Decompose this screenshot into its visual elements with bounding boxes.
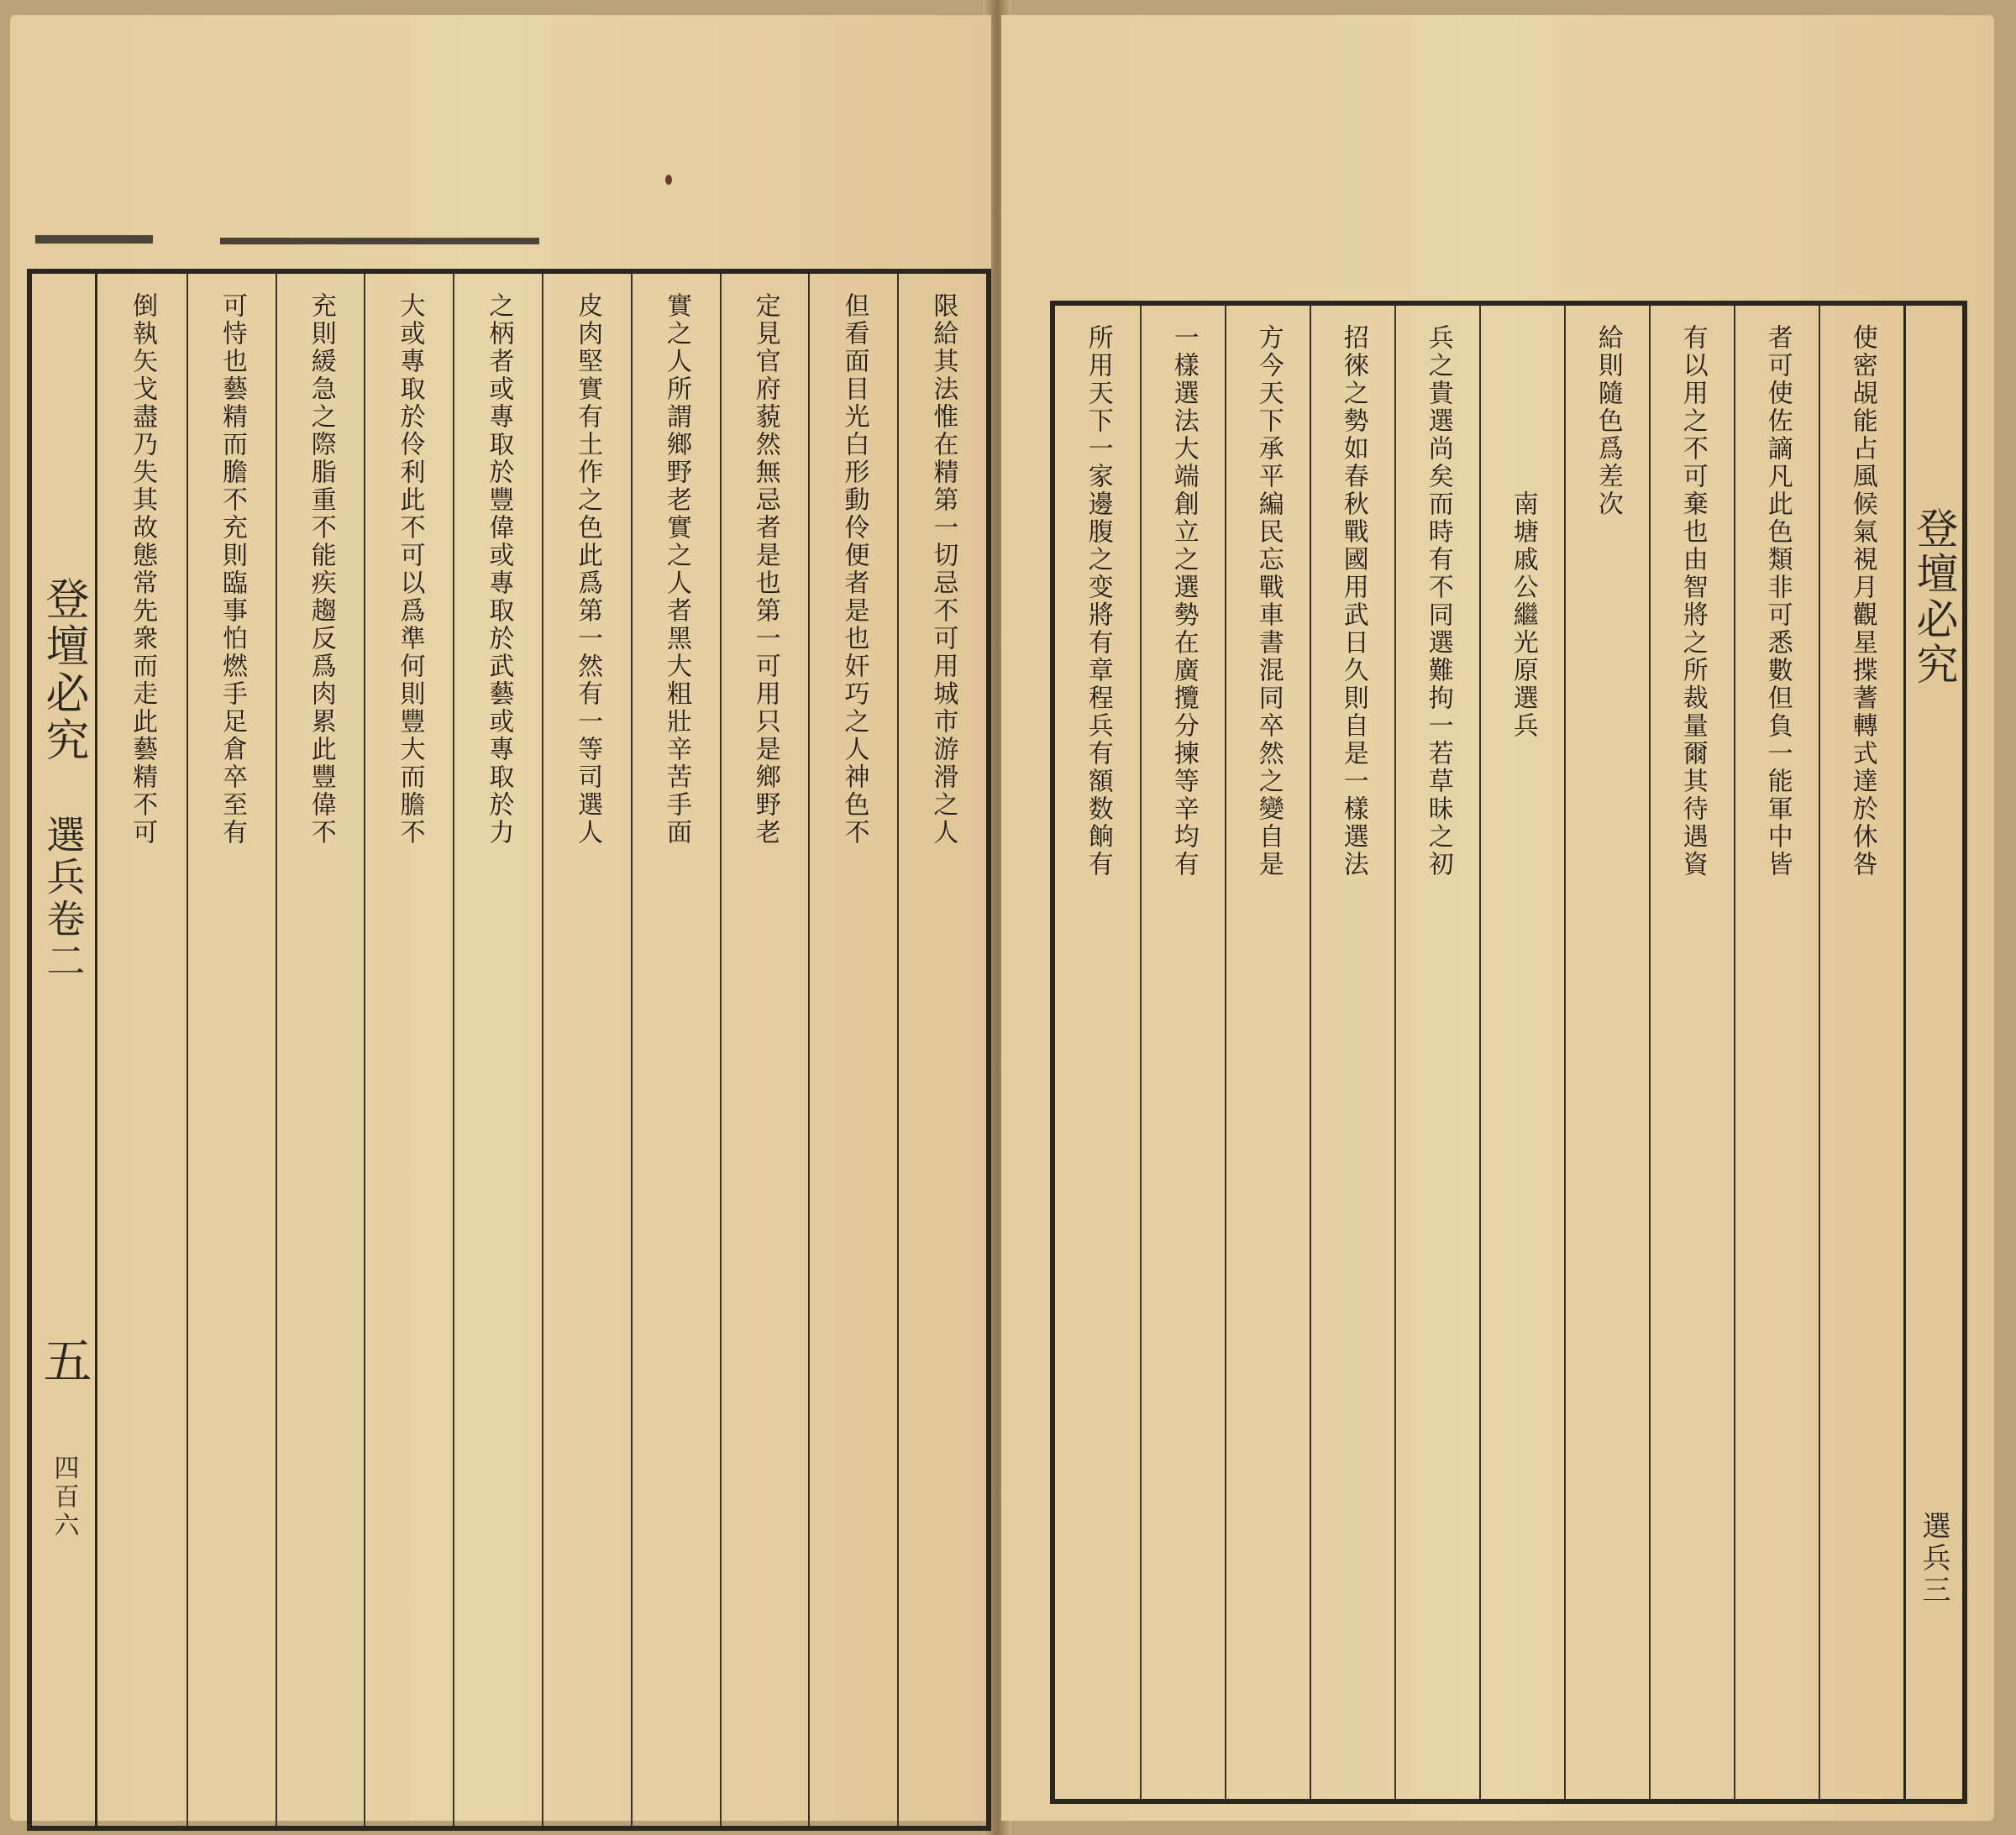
stain: [665, 175, 672, 185]
text-column: [897, 274, 986, 1826]
column-text: 可恃也藝精而膽不充則臨事怕燃手足倉卒至有: [217, 292, 247, 847]
column-text: 之柄者或專取於豐偉或專取於武藝或專取於力: [484, 292, 514, 847]
header-rule: [220, 238, 539, 244]
margin-title: 登壇必究: [38, 576, 88, 764]
column-text: 實之人所謂鄉野老實之人者黑大粗壯辛苦手面: [661, 292, 691, 847]
column-text: 限給其法惟在精第一切忌不可用城市游滑之人: [928, 292, 958, 847]
text-column: [276, 274, 365, 1826]
column-text: 大或專取於伶利此不可以爲準何則豐大而膽不: [395, 292, 425, 847]
right-page: [1001, 15, 1994, 1821]
text-column: [808, 274, 897, 1826]
text-column: [453, 274, 542, 1826]
column-text: 兵之貴選尚矣而時有不同選難拘一若草昧之初: [1423, 324, 1453, 878]
column-text: 方今天下承平編民忘戰車書混同卒然之變自是: [1253, 324, 1284, 878]
left-page: [10, 15, 991, 1821]
column-text: 但看面目光白形動伶便者是也奸巧之人神色不: [839, 292, 869, 847]
column-text: 者可使佐謫凡此色類非可悉數但負一能軍中皆: [1762, 324, 1793, 878]
text-frame: [1050, 301, 1967, 1804]
column-text: 充則緩急之際脂重不能疾趨反爲肉累此豐偉不: [306, 292, 336, 847]
text-column: [1225, 306, 1310, 1799]
column-text: 定見官府藐然無忌者是也第一可用只是鄉野老: [750, 292, 780, 847]
column-text: 皮肉堅實有土作之色此爲第一然有一等司選人: [573, 292, 603, 847]
margin-title: 登壇必究: [1909, 506, 1959, 688]
text-column: [97, 274, 186, 1826]
text-column: [364, 274, 453, 1826]
text-column: [1649, 306, 1734, 1799]
text-column: [1310, 306, 1394, 1799]
text-column: [1819, 306, 1903, 1799]
column-text: 招徠之勢如春秋戰國用武日久則自是一樣選法: [1338, 324, 1368, 878]
fishtail-margin: [32, 274, 97, 1826]
text-column: [631, 274, 720, 1826]
column-text: 所用天下一家邊腹之变將有章程兵有額数餉有: [1083, 324, 1113, 878]
margin-label: 選兵三: [1917, 1511, 1950, 1607]
section-heading: 南塘戚公繼光原選兵: [1508, 490, 1538, 740]
fishtail-margin: [1903, 306, 1962, 1799]
text-column: [1564, 306, 1649, 1799]
text-column: [720, 274, 809, 1826]
margin-chapter: 選兵卷二: [40, 815, 87, 983]
text-column: [186, 274, 276, 1826]
header-rule: [35, 235, 153, 244]
text-column: [1394, 306, 1479, 1799]
column-text: 倒執矢戈盡乃失其故態常先衆而走此藝精不可: [128, 292, 158, 847]
text-column: [542, 274, 631, 1826]
text-column: [1734, 306, 1819, 1799]
column-area: [32, 274, 986, 1826]
margin-leaf-number: 五: [34, 1335, 92, 1387]
text-column: [1479, 306, 1564, 1799]
column-text: 使密覘能占風候氣視月觀星揲蓍轉式達於休咎: [1847, 324, 1877, 878]
column-text: 給則隨色爲差次: [1593, 324, 1623, 518]
column-area: [1055, 306, 1962, 1799]
margin-count: 四百六: [49, 1455, 79, 1540]
text-frame: [27, 269, 991, 1831]
text-column: [1140, 306, 1225, 1799]
text-column: [1055, 306, 1140, 1799]
column-text: 一樣選法大端創立之選勢在廣攬分揀等辛均有: [1168, 324, 1199, 878]
column-text: 有以用之不可棄也由智將之所裁量爾其待遇資: [1677, 324, 1708, 878]
